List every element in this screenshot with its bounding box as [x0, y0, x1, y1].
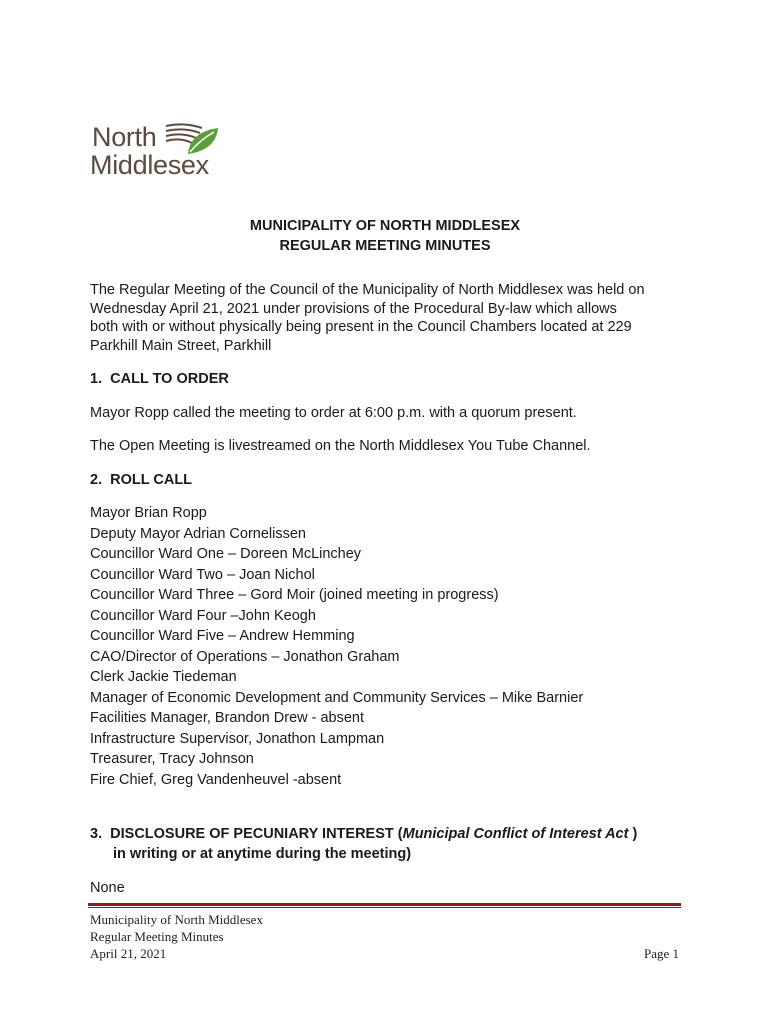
section-number: 2. [90, 472, 103, 488]
intro-line: The Regular Meeting of the Council of the Municipality of North Middlesex was held on [90, 282, 645, 298]
section-title: ROLL CALL [110, 472, 193, 488]
page-number: Page 1 [643, 946, 679, 961]
logo-line-north: North [92, 122, 157, 152]
section-title: CALL TO ORDER [110, 371, 229, 387]
attendee: Councillor Ward One – Doreen McLinchey [90, 546, 362, 562]
intro-line: both with or without physically being present in the Council Chambers located at 229 [90, 319, 632, 335]
section-title-end: ) [628, 826, 638, 842]
section-number: 1. [90, 371, 103, 387]
leaf-icon [162, 120, 222, 158]
attendee: Infrastructure Supervisor, Jonathon Lampman [90, 730, 385, 747]
attendee: Councillor Ward Five – Andrew Hemming [90, 628, 355, 644]
attendee: CAO/Director of Operations – Jonathon Graham [90, 648, 400, 665]
section-number: 3. [90, 826, 103, 842]
attendee: Treasurer, Tracy Johnson [90, 751, 254, 767]
attendee: Mayor Brian Ropp [90, 505, 207, 521]
attendee: Fire Chief, Greg Vandenheuvel -absent [90, 771, 342, 788]
attendee: Manager of Economic Development and Community Services – Mike Barnier [90, 689, 584, 706]
section-3-body: None [90, 880, 125, 896]
footer-divider [88, 903, 681, 906]
attendee: Facilities Manager, Brandon Drew - absent [90, 710, 365, 726]
attendee: Deputy Mayor Adrian Cornelissen [90, 525, 306, 542]
section-3-heading [90, 826, 637, 842]
intro-line: Wednesday April 21, 2021 under provisions of the Procedural By-law which allows [90, 300, 617, 317]
footer-divider-thin [88, 907, 681, 908]
municipality-logo [90, 120, 230, 184]
intro-line: Parkhill Main Street, Parkhill [90, 337, 272, 354]
document-subtitle: REGULAR MEETING MINUTES [279, 238, 491, 254]
livestream-text: The Open Meeting is livestreamed on the North Middlesex You Tube Channel. [90, 438, 591, 454]
section-3-heading-line2: in writing or at anytime during the meeting) [113, 846, 412, 862]
act-name: Municipal Conflict of Interest Act [402, 826, 629, 842]
section-1-heading [90, 371, 229, 387]
attendee: Councillor Ward Two – Joan Nichol [90, 566, 315, 583]
attendee: Councillor Ward Four –John Keogh [90, 607, 316, 624]
logo-line-middlesex: Middlesex [90, 150, 209, 180]
document-title: MUNICIPALITY OF NORTH MIDDLESEX [249, 218, 521, 234]
attendee: Clerk Jackie Tiedeman [90, 669, 237, 685]
footer-doc-title: Regular Meeting Minutes [90, 929, 224, 944]
footer-date: April 21, 2021 [90, 946, 167, 961]
section-title: DISCLOSURE OF PECUNIARY INTEREST ( [110, 826, 403, 842]
section-2-heading [90, 472, 192, 488]
footer-municipality: Municipality of North Middlesex [90, 912, 263, 927]
attendee: Councillor Ward Three – Gord Moir (joined meeting in progress) [90, 587, 499, 603]
intro-paragraph [90, 281, 690, 355]
call-to-order-text: Mayor Ropp called the meeting to order at 6:00 p.m. with a quorum present. [90, 405, 577, 421]
